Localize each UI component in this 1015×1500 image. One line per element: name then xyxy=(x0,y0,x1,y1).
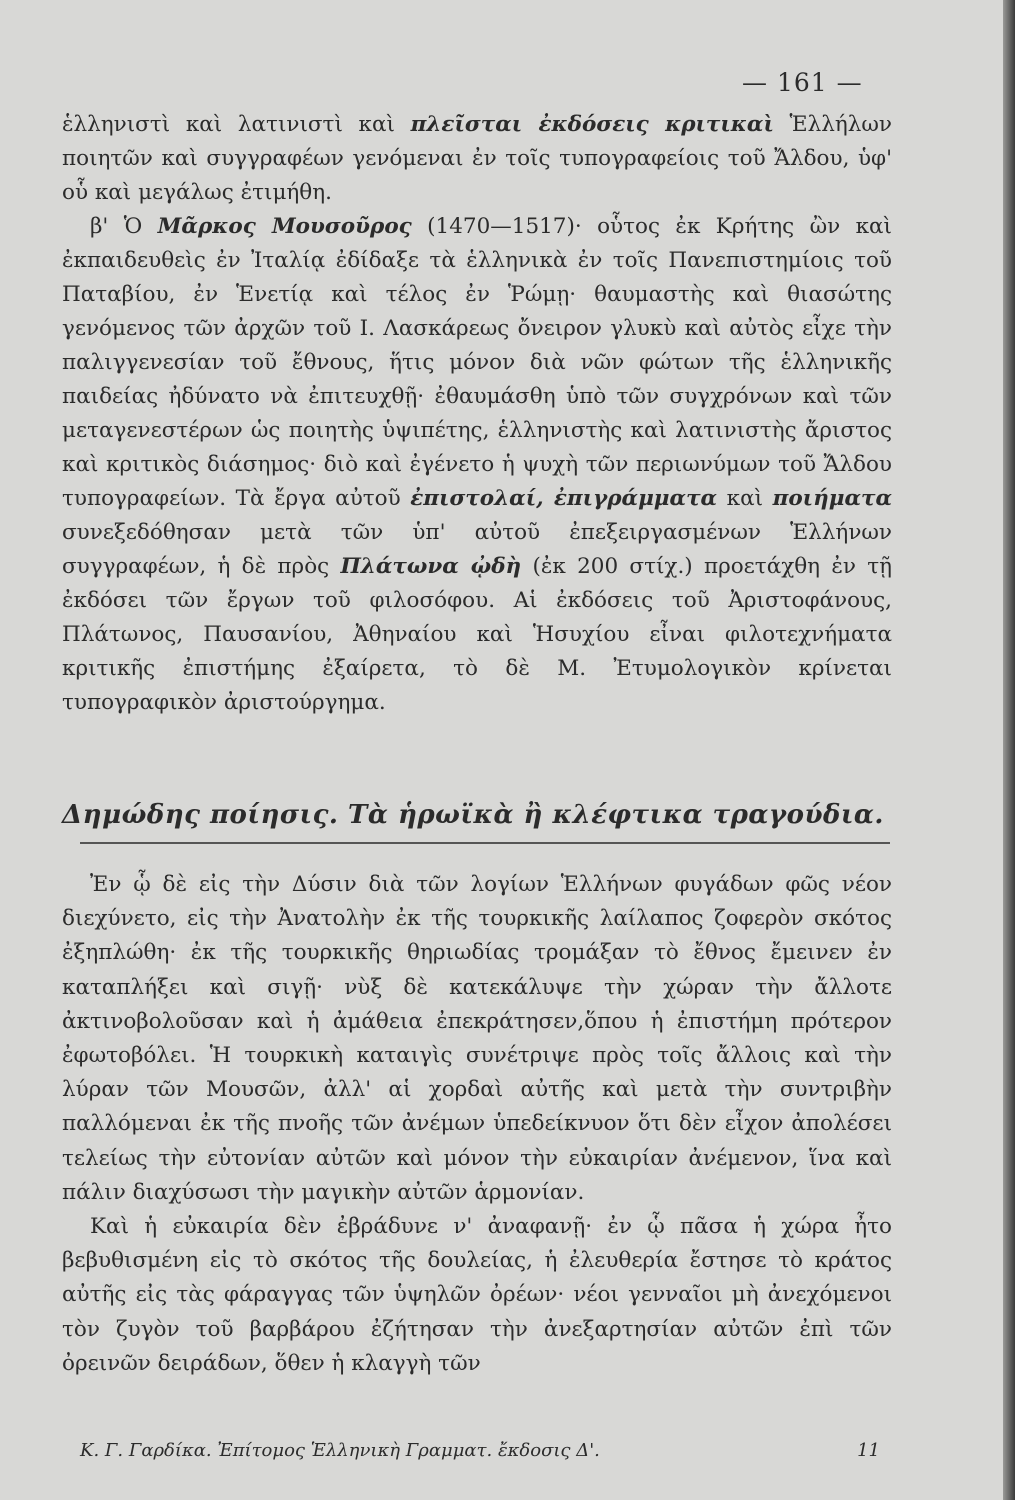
body-text-bottom xyxy=(62,868,892,1381)
heading-underline xyxy=(80,842,890,844)
emphasis-text: Μᾶρκος Μουσοῦρος xyxy=(157,214,412,239)
paragraph: Ἐν ᾧ δὲ εἰς τὴν Δύσιν διὰ τῶν λογίων Ἑλλήνων φυγάδων φῶς νέον διεχύνετο, εἰς τὴν Ἀνατολὴν ἐκ τῆς τουρκικῆς λαίλαπος ζοφερὸν σκότος ἐξηπλώθη· ἐκ τῆς τουρκικῆς θηριωδίας τρομάξαν τὸ ἔθνος ἔμεινεν ἐν καταπλήξει καὶ σιγῇ· νὺξ δὲ κατεκάλυψε τὴν χώραν τὴν ἄλλοτε ἀκτινοβολοῦσαν καὶ ἡ ἀμάθεια ἐπεκράτησεν,ὅπου ἡ ἐπιστήμη πρότερον ἐφωτοβόλει. Ἡ τουρκικὴ καταιγὶς συνέτριψε πρὸς τοῖς ἄλλοις καὶ τὴν λύραν τῶν Μουσῶν, ἀλλ' αἱ χορδαὶ αὐτῆς καὶ μετὰ τὴν συντριβὴν παλλόμεναι ἐκ τῆς πνοῆς τῶν ἀνέμων ὑπεδείκνυον ὅτι δὲν εἶχον ἀπολέσει τελείως τὴν εὐτονίαν αὐτῶν καὶ μόνον τὴν εὐκαιρίαν ἀνέμενον, ἵνα καὶ πάλιν διαχύσωσι τὴν μαγικὴν αὐτῶν ἁρμονίαν. xyxy=(62,872,892,1205)
emphasis-text: ποιήματα xyxy=(772,486,892,511)
signature-mark: 11 xyxy=(857,1440,880,1461)
page-number: — 161 — xyxy=(742,68,863,97)
text-run: συνεξεδόθησαν μετὰ τῶν ὑπ' αὐτοῦ ἐπεξειργασμένων Ἑλλήνων συγγραφέων, ἡ δὲ πρὸς xyxy=(62,520,892,579)
emphasis-text: πλεῖσται ἐκδόσεις κριτικαὶ xyxy=(410,112,774,137)
emphasis-text: ἐπιστολαί, ἐπιγράμματα xyxy=(410,486,718,511)
emphasis-text: Πλάτωνα ᾠδὴ xyxy=(340,554,522,579)
paragraph xyxy=(62,108,892,210)
page-footer xyxy=(80,1440,880,1461)
text-run: Ἑλλήλων ποιητῶν καὶ συγγραφέων γενόμεναι ἐν τοῖς τυπογραφείοις τοῦ Ἄλδου, ὑφ' οὗ καὶ μεγάλως ἐτιμήθη. xyxy=(62,112,892,205)
text-run: καὶ xyxy=(717,486,773,511)
paragraph xyxy=(62,210,892,720)
text-run: β' Ὁ xyxy=(90,214,158,239)
text-run: ἑλληνιστὶ καὶ λατινιστὶ καὶ xyxy=(62,112,411,137)
text-run: (1470—1517)· οὗτος ἐκ Κρήτης ὢν καὶ ἐκπαιδευθεὶς ἐν Ἰταλίᾳ ἐδίδαξε τὰ ἑλληνικὰ ἐν τοῖς Πανεπιστημίοις τοῦ Παταβίου, ἐν Ἑνετίᾳ καὶ τέλος ἐν Ῥώμῃ· θαυμαστὴς καὶ θιασώτης γενόμενος τῶν ἀρχῶν τοῦ Ι. Λασκάρεως ὄνειρον γλυκὺ καὶ αὐτὸς εἶχε τὴν παλιγγενεσίαν τοῦ ἔθνους, ἥτις μόνον διὰ νῶν φώτων τῆς ἑλληνικῆς παιδείας ἠδύνατο νὰ ἐπιτευχθῇ· ἐθαυμάσθη ὑπὸ τῶν συγχρόνων καὶ τῶν μεταγενεστέρων ὡς ποιητὴς ὑψιπέτης, ἑλληνιστὴς καὶ λατινιστὴς ἄριστος καὶ κριτικὸς διάσημος· διὸ καὶ ἐγένετο ἡ ψυχὴ τῶν περιωνύμων τοῦ Ἄλδου τυπογραφείων. Τὰ ἔργα αὐτοῦ xyxy=(62,214,892,511)
footer-citation: Κ. Γ. Γαρδίκα. Ἐπίτομος Ἑλληνικὴ Γραμματ. ἔκδοσις Δ'. xyxy=(80,1440,600,1461)
section-heading: Δημώδης ποίησις. Τὰ ἡρωϊκὰ ἢ κλέφτικα τραγούδια. xyxy=(62,800,884,830)
paragraph: Καὶ ἡ εὐκαιρία δὲν ἐβράδυνε ν' ἀναφανῇ· ἐν ᾧ πᾶσα ἡ χώρα ἦτο βεβυθισμένη εἰς τὸ σκότος τῆς δουλείας, ἡ ἐλευθερία ἔστησε τὸ κράτος αὐτῆς εἰς τὰς φάραγγας τῶν ὑψηλῶν ὀρέων· νέοι γενναῖοι μὴ ἀνεχόμενοι τὸν ζυγὸν τοῦ βαρβάρου ἐζήτησαν τὴν ἀνεξαρτησίαν αὐτῶν ἐπὶ τῶν ὀρεινῶν δειράδων, ὅθεν ἡ κλαγγὴ τῶν xyxy=(62,1214,892,1376)
text-run: (ἐκ 200 στίχ.) προετάχθη ἐν τῇ ἐκδόσει τῶν ἔργων τοῦ φιλοσόφου. Αἱ ἐκδόσεις τοῦ Ἀριστοφάνους, Πλάτωνος, Παυσανίου, Ἀθηναίου καὶ Ἡσυχίου εἶναι φιλοτεχνήματα κριτικῆς ἐπιστήμης ἐξαίρετα, τὸ δὲ Μ. Ἐτυμολογικὸν κρίνεται τυπογραφικὸν ἀριστούργημα. xyxy=(62,554,893,715)
body-text-top xyxy=(62,108,892,720)
page-edge xyxy=(1003,0,1015,1500)
